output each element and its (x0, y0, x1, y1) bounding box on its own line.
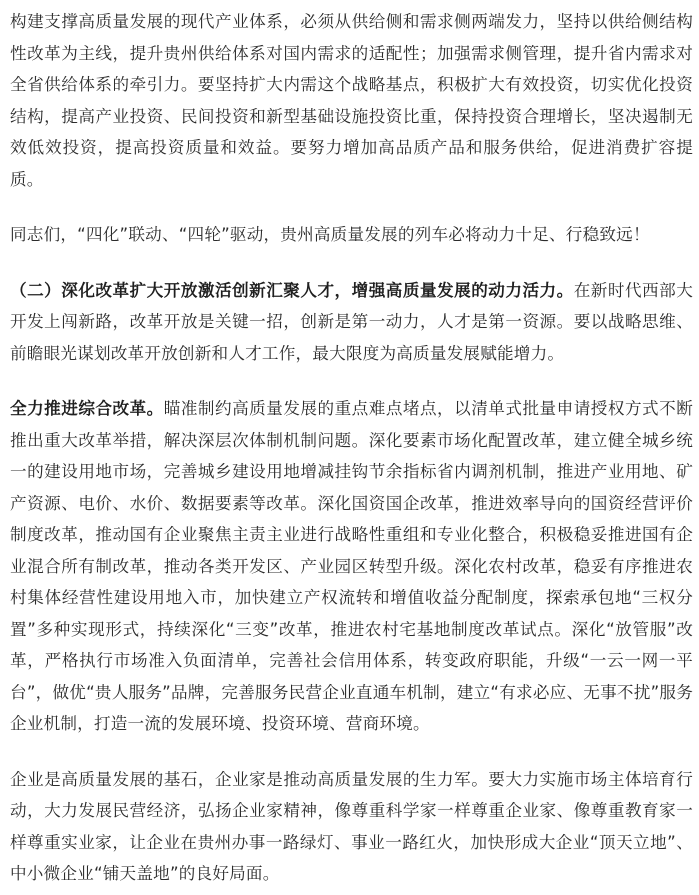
paragraph-text: 构建支撑高质量发展的现代产业体系，必须从供给侧和需求侧两端发力，坚持以供给侧结构性改革为主线，提升贵州供给体系对国内需求的适配性；加强需求侧管理，提升省内需求对全省供给体系的牵引力。要坚持扩大内需这个战略基点，积极扩大有效投资，切实优化投资结构，提高产业投资、民间投资和新型基础设施投资比重，保持投资合理增长，坚决遏制无效低效投资，提高投资质量和效益。要努力增加高品质产品和服务供给，促进消费扩容提质。 (10, 12, 693, 189)
article-body (0, 6, 699, 890)
paragraph-closing-remark (10, 219, 693, 251)
paragraph-enterprises (10, 764, 693, 890)
paragraph-text: 瞄准制约高质量发展的重点难点堵点，以清单式批量申请授权方式不断推出重大改革举措，解决深层次体制机制问题。深化要素市场化配置改革，建立健全城乡统一的建设用地市场，完善城乡建设用地增减挂钩节余指标省内调剂机制，推进产业用地、矿产资源、电价、水价、数据要素等改革。深化国资国企改革，推进效率导向的国资经营评价制度改革，推动国有企业聚焦主责主业进行战略性重组和专业化整合，积极稳妥推进国有企业混合所有制改革，推动各类开发区、产业园区转型升级。深化农村改革，稳妥有序推进农村集体经营性建设用地入市，加快建立产权流转和增值收益分配制度，探索承包地“三权分置”多种实现形式，持续深化“三变”改革，推进农村宅基地制度改革试点。深化“放管服”改革，严格执行市场准入负面清单，完善社会信用体系，转变政府职能，升级“一云一网一平台”，做优“贵人服务”品牌，完善服务民营企业直通车机制，建立“有求必应、无事不扰”服务企业机制，打造一流的发展环境、投资环境、营商环境。 (10, 399, 693, 733)
paragraph-text: 企业是高质量发展的基石，企业家是推动高质量发展的生力军。要大力实施市场主体培育行动，大力发展民营经济，弘扬企业家精神，像尊重科学家一样尊重企业家、像尊重教育家一样尊重实业家，让企业在贵州办事一路绿灯、事业一路红火，加快形成大企业“顶天立地”、中小微企业“铺天盖地”的良好局面。 (10, 769, 693, 883)
paragraph-text: 同志们，“四化”联动、“四轮”驱动，贵州高质量发展的列车必将动力十足、行稳致远！ (10, 225, 650, 244)
paragraph-comprehensive-reform (10, 393, 693, 740)
section-heading: （二）深化改革扩大开放激活创新汇聚人才，增强高质量发展的动力活力。 (10, 280, 574, 300)
paragraph-lead: 全力推进综合改革。 (10, 399, 164, 418)
paragraph-reform-section (10, 275, 693, 370)
paragraph-text: 在新时代西部大开发上闯新路，改革开放是关键一招，创新是第一动力，人才是第一资源。要以战略思维、前瞻眼光谋划改革开放创新和人才工作，最大限度为高质量发展赋能增力。 (10, 280, 693, 363)
paragraph-industrial-system (10, 6, 693, 195)
